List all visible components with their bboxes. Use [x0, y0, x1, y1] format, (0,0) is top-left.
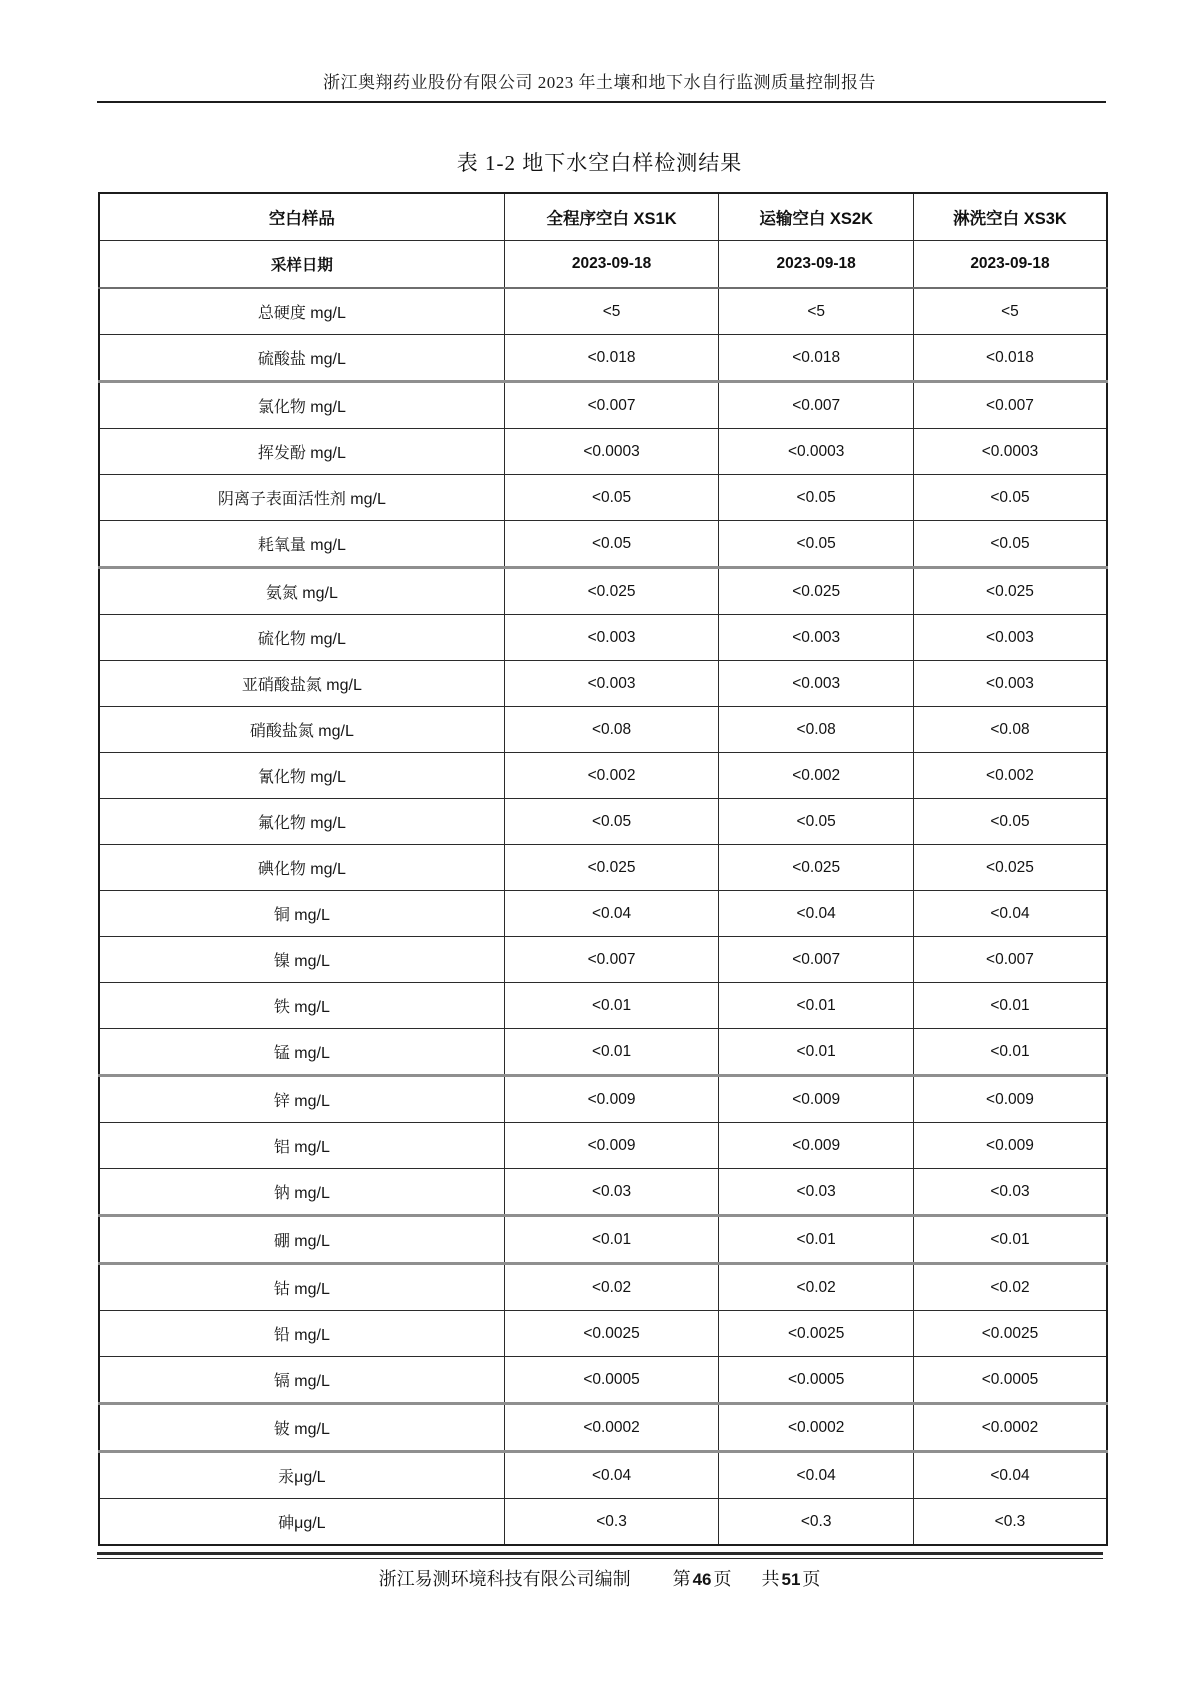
footer-page-label: 第	[672, 1569, 691, 1589]
parameter-cell: 挥发酚 mg/L	[99, 429, 504, 475]
parameter-cell: 氰化物 mg/L	[99, 753, 504, 799]
table-body	[99, 288, 1107, 1545]
value-cell: <0.0002	[719, 1404, 914, 1452]
parameter-cell: 硫酸盐 mg/L	[99, 335, 504, 382]
table-row	[99, 1123, 1107, 1169]
value-cell: <0.007	[913, 937, 1107, 983]
table-row	[99, 707, 1107, 753]
value-cell: <0.009	[719, 1123, 914, 1169]
table-row	[99, 1311, 1107, 1357]
footer-total-number: 51	[781, 1570, 801, 1589]
value-cell: <0.05	[719, 475, 914, 521]
table-row	[99, 891, 1107, 937]
value-cell: <0.05	[504, 799, 719, 845]
value-cell: <0.02	[719, 1264, 914, 1311]
value-cell: <0.02	[913, 1264, 1107, 1311]
parameter-cell: 钴 mg/L	[99, 1264, 504, 1311]
table-title: 表 1-2 地下水空白样检测结果	[456, 151, 743, 175]
footer-total-unit: 页	[802, 1569, 821, 1589]
value-cell: <0.0003	[913, 429, 1107, 475]
table-row	[99, 429, 1107, 475]
sampling-date-label: 采样日期	[99, 241, 504, 289]
value-cell: <0.002	[913, 753, 1107, 799]
value-cell: <0.0025	[719, 1311, 914, 1357]
table-row	[99, 1216, 1107, 1264]
footer-page-number: 46	[692, 1570, 712, 1589]
table-row	[99, 983, 1107, 1029]
value-cell: <0.025	[913, 845, 1107, 891]
header-cell-blank-sample: 空白样品	[99, 193, 504, 241]
value-cell: <0.01	[719, 1029, 914, 1076]
value-cell: <0.04	[504, 891, 719, 937]
table-row	[99, 1452, 1107, 1499]
value-cell: <0.007	[913, 382, 1107, 429]
table-row	[99, 661, 1107, 707]
table-row	[99, 521, 1107, 568]
value-cell: <0.003	[913, 661, 1107, 707]
value-cell: <0.01	[913, 1216, 1107, 1264]
value-cell: <0.0005	[504, 1357, 719, 1404]
header-cell-rinse-blank: 淋洗空白 XS3K	[913, 193, 1107, 241]
value-cell: <0.03	[504, 1169, 719, 1216]
value-cell: <0.007	[504, 382, 719, 429]
parameter-cell: 铅 mg/L	[99, 1311, 504, 1357]
table-row	[99, 1029, 1107, 1076]
value-cell: <0.03	[719, 1169, 914, 1216]
value-cell: <0.08	[913, 707, 1107, 753]
table-row	[99, 845, 1107, 891]
table-row	[99, 615, 1107, 661]
parameter-cell: 硫化物 mg/L	[99, 615, 504, 661]
value-cell: <0.04	[719, 1452, 914, 1499]
parameter-cell: 铜 mg/L	[99, 891, 504, 937]
value-cell: <0.04	[913, 891, 1107, 937]
header-cell-full-procedure-blank: 全程序空白 XS1K	[504, 193, 719, 241]
parameter-cell: 氨氮 mg/L	[99, 568, 504, 615]
parameter-cell: 汞μg/L	[99, 1452, 504, 1499]
value-cell: <0.04	[719, 891, 914, 937]
value-cell: <0.05	[504, 475, 719, 521]
parameter-cell: 铁 mg/L	[99, 983, 504, 1029]
report-header-text: 浙江奥翔药业股份有限公司 2023 年土壤和地下水自行监测质量控制报告	[323, 73, 876, 92]
value-cell: <0.003	[719, 615, 914, 661]
parameter-cell: 亚硝酸盐氮 mg/L	[99, 661, 504, 707]
value-cell: <0.08	[719, 707, 914, 753]
table-row	[99, 568, 1107, 615]
value-cell: <0.08	[504, 707, 719, 753]
footer-total-label: 共	[761, 1569, 780, 1589]
value-cell: <0.0003	[504, 429, 719, 475]
table-row	[99, 1404, 1107, 1452]
parameter-cell: 砷μg/L	[99, 1499, 504, 1546]
table-row	[99, 1499, 1107, 1546]
value-cell: <0.03	[913, 1169, 1107, 1216]
value-cell: <0.01	[504, 983, 719, 1029]
table-row	[99, 1169, 1107, 1216]
value-cell: <0.05	[913, 799, 1107, 845]
parameter-cell: 镍 mg/L	[99, 937, 504, 983]
value-cell: <0.009	[913, 1123, 1107, 1169]
value-cell: <0.009	[719, 1076, 914, 1123]
parameter-cell: 硼 mg/L	[99, 1216, 504, 1264]
value-cell: <0.01	[719, 1216, 914, 1264]
footer-page-unit: 页	[713, 1569, 732, 1589]
parameter-cell: 碘化物 mg/L	[99, 845, 504, 891]
table-row	[99, 799, 1107, 845]
footer-company: 浙江易测环境科技有限公司编制	[378, 1569, 631, 1589]
parameter-cell: 氯化物 mg/L	[99, 382, 504, 429]
value-cell: <0.0005	[913, 1357, 1107, 1404]
value-cell: <0.002	[504, 753, 719, 799]
parameter-cell: 总硬度 mg/L	[99, 288, 504, 335]
value-cell: <0.05	[719, 521, 914, 568]
value-cell: <0.009	[504, 1123, 719, 1169]
value-cell: <0.0025	[913, 1311, 1107, 1357]
value-cell: <0.05	[504, 521, 719, 568]
table-row	[99, 753, 1107, 799]
parameter-cell: 氟化物 mg/L	[99, 799, 504, 845]
parameter-cell: 锰 mg/L	[99, 1029, 504, 1076]
value-cell: <0.025	[504, 568, 719, 615]
parameter-cell: 锌 mg/L	[99, 1076, 504, 1123]
value-cell: <5	[913, 288, 1107, 335]
value-cell: <0.009	[504, 1076, 719, 1123]
value-cell: <5	[504, 288, 719, 335]
value-cell: <0.01	[504, 1216, 719, 1264]
value-cell: <0.0002	[913, 1404, 1107, 1452]
value-cell: <0.009	[913, 1076, 1107, 1123]
header-rule	[97, 101, 1106, 103]
value-cell: <0.003	[719, 661, 914, 707]
table-row	[99, 1357, 1107, 1404]
value-cell: <0.0003	[719, 429, 914, 475]
table-row	[99, 288, 1107, 335]
value-cell: <0.002	[719, 753, 914, 799]
sampling-date-value: 2023-09-18	[719, 241, 914, 289]
value-cell: <0.01	[913, 1029, 1107, 1076]
value-cell: <0.025	[913, 568, 1107, 615]
value-cell: <0.01	[504, 1029, 719, 1076]
value-cell: <0.018	[719, 335, 914, 382]
value-cell: <0.0025	[504, 1311, 719, 1357]
table-row	[99, 382, 1107, 429]
value-cell: <0.3	[913, 1499, 1107, 1546]
value-cell: <0.025	[719, 845, 914, 891]
parameter-cell: 铝 mg/L	[99, 1123, 504, 1169]
value-cell: <0.04	[504, 1452, 719, 1499]
sampling-date-value: 2023-09-18	[504, 241, 719, 289]
value-cell: <0.025	[504, 845, 719, 891]
value-cell: <0.05	[913, 521, 1107, 568]
sampling-date-row	[99, 241, 1107, 289]
table-row	[99, 335, 1107, 382]
value-cell: <0.3	[719, 1499, 914, 1546]
value-cell: <0.018	[913, 335, 1107, 382]
value-cell: <0.007	[719, 382, 914, 429]
blank-sample-table	[98, 192, 1108, 1546]
value-cell: <0.02	[504, 1264, 719, 1311]
value-cell: <0.05	[913, 475, 1107, 521]
value-cell: <0.0005	[719, 1357, 914, 1404]
value-cell: <0.018	[504, 335, 719, 382]
value-cell: <0.3	[504, 1499, 719, 1546]
value-cell: <0.003	[504, 661, 719, 707]
sampling-date-value: 2023-09-18	[913, 241, 1107, 289]
table-row	[99, 1264, 1107, 1311]
parameter-cell: 钠 mg/L	[99, 1169, 504, 1216]
footer-rule	[97, 1552, 1103, 1559]
parameter-cell: 阴离子表面活性剂 mg/L	[99, 475, 504, 521]
parameter-cell: 镉 mg/L	[99, 1357, 504, 1404]
page-footer	[0, 1565, 1199, 1591]
value-cell: <0.007	[719, 937, 914, 983]
table-row	[99, 475, 1107, 521]
value-cell: <0.01	[719, 983, 914, 1029]
value-cell: <0.01	[913, 983, 1107, 1029]
parameter-cell: 耗氧量 mg/L	[99, 521, 504, 568]
parameter-cell: 硝酸盐氮 mg/L	[99, 707, 504, 753]
header-cell-transport-blank: 运输空白 XS2K	[719, 193, 914, 241]
table-row	[99, 937, 1107, 983]
value-cell: <0.003	[504, 615, 719, 661]
table-header-row	[99, 193, 1107, 241]
value-cell: <0.04	[913, 1452, 1107, 1499]
value-cell: <5	[719, 288, 914, 335]
value-cell: <0.0002	[504, 1404, 719, 1452]
value-cell: <0.007	[504, 937, 719, 983]
value-cell: <0.003	[913, 615, 1107, 661]
value-cell: <0.025	[719, 568, 914, 615]
parameter-cell: 铍 mg/L	[99, 1404, 504, 1452]
value-cell: <0.05	[719, 799, 914, 845]
table-row	[99, 1076, 1107, 1123]
